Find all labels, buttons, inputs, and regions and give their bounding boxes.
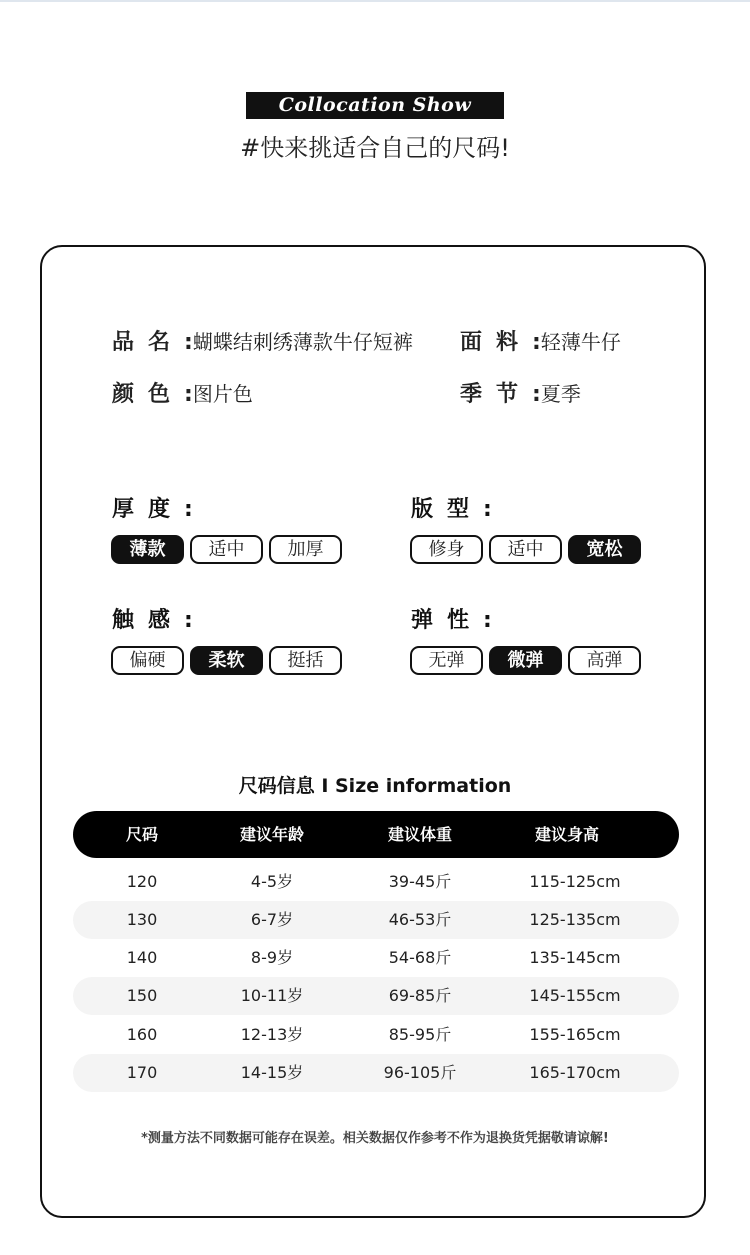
table-header [73,811,679,858]
cell-age: 10-11岁 [240,986,304,1005]
touch-option[interactable]: 挺括 [269,646,342,675]
banner-title: Collocation Show [246,92,504,119]
table-row [73,977,679,1015]
fit-option[interactable]: 宽松 [568,535,641,564]
spec-color-value: 图片色 [192,382,253,406]
size-table-title: 尺码信息 I Size information [238,775,512,797]
cell-height: 125-135cm [529,910,621,929]
header-size: 尺码 [125,825,159,844]
cell-height: 165-170cm [529,1063,621,1082]
cell-weight: 39-45斤 [388,872,452,891]
elasticity-option[interactable]: 无弹 [410,646,483,675]
thickness-option[interactable]: 加厚 [269,535,342,564]
fit-option[interactable]: 适中 [489,535,562,564]
spec-name-label: 品名 [112,330,185,355]
cell-age: 12-13岁 [240,1025,304,1044]
cell-size: 130 [126,910,158,929]
thickness-option[interactable]: 薄款 [111,535,184,564]
cell-age: 6-7岁 [250,910,294,929]
table-row [73,863,679,901]
header-age: 建议年龄 [239,825,305,844]
disclaimer-note: *测量方法不同数据可能存在误差。相关数据仅作参考不作为退换货凭据敬请谅解! [141,1131,609,1146]
cell-weight: 96-105斤 [383,1063,457,1082]
spec-color-label: 颜色 [112,382,185,407]
spec-fabric-label: 面料 [460,330,533,355]
fit-option[interactable]: 修身 [410,535,483,564]
spec-name-value: 蝴蝶结刺绣薄款牛仔短裤 [192,330,413,354]
cell-height: 155-165cm [529,1025,621,1044]
cell-height: 145-155cm [529,986,621,1005]
cell-size: 170 [126,1063,158,1082]
cell-weight: 54-68斤 [388,948,452,967]
cell-age: 8-9岁 [250,948,294,967]
cell-age: 4-5岁 [250,872,294,891]
thickness-title: 厚度: [112,497,193,522]
touch-title: 触感: [112,608,193,633]
thickness-options [111,535,342,564]
touch-option[interactable]: 柔软 [190,646,263,675]
cell-weight: 85-95斤 [388,1025,452,1044]
elasticity-title: 弹性: [411,608,492,633]
elasticity-options [410,646,641,675]
thickness-option[interactable]: 适中 [190,535,263,564]
touch-option[interactable]: 偏硬 [111,646,184,675]
spec-season-value: 夏季 [540,382,581,406]
spec-name: 品名:蝴蝶结刺绣薄款牛仔短裤 [112,330,413,355]
cell-age: 14-15岁 [240,1063,304,1082]
table-row [73,1016,679,1054]
cell-height: 135-145cm [529,948,621,967]
spec-fabric-value: 轻薄牛仔 [540,330,621,354]
cell-weight: 46-53斤 [388,910,452,929]
cell-size: 160 [126,1025,158,1044]
spec-fabric: 面料:轻薄牛仔 [460,330,621,355]
table-row [73,1054,679,1092]
touch-options [111,646,342,675]
elasticity-option[interactable]: 高弹 [568,646,641,675]
cell-size: 140 [126,948,158,967]
cell-weight: 69-85斤 [388,986,452,1005]
spec-season-label: 季节 [460,382,533,407]
spec-color: 颜色:图片色 [112,382,253,407]
cell-height: 115-125cm [529,872,621,891]
table-row [73,901,679,939]
fit-options [410,535,641,564]
header-height: 建议身高 [534,825,600,844]
cell-size: 150 [126,986,158,1005]
header-weight: 建议体重 [387,825,453,844]
spec-season: 季节:夏季 [460,382,581,407]
cell-size: 120 [126,872,158,891]
subtitle: #快来挑适合自己的尺码! [240,134,510,162]
fit-title: 版型: [411,497,492,522]
top-divider [0,0,750,2]
elasticity-option[interactable]: 微弹 [489,646,562,675]
table-row [73,939,679,977]
